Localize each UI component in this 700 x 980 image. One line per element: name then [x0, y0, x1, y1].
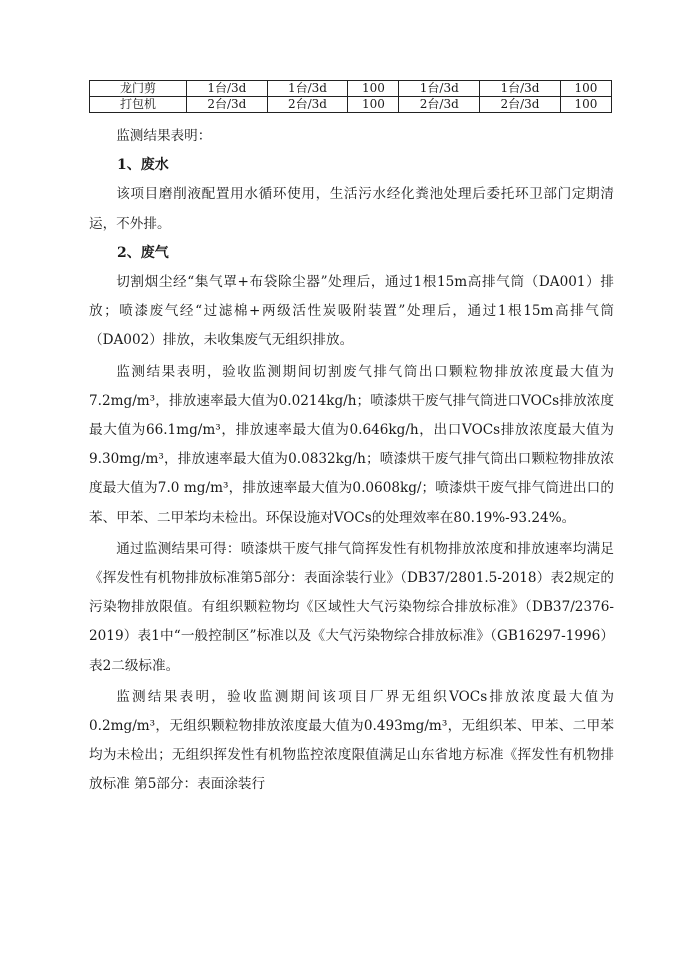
table-cell: 1台/3d	[267, 81, 348, 97]
paragraph-wastewater: 该项目磨削液配置用水循环使用，生活污水经化粪池处理后委托环卫部门定期清运，不外排。	[89, 186, 614, 232]
table-cell: 100	[348, 97, 399, 113]
intro-text: 监测结果表明：	[116, 128, 212, 144]
paragraph-monitoring-results: 监测结果表明，验收监测期间切割废气排气筒出口颗粒物排放浓度最大值为7.2mg/m³，排放速率最大值为0.0214kg/h；喷漆烘干废气排气筒进口VOCs排放浓度最大值为66.1mg/m³，排放速率最大值为0.646kg/h，出口VOCs排放浓度最大值为9.30mg/m³，排放速率最大值为0.0832kg/h；喷漆烘干废气排气筒出口颗粒物排放浓度最大值为7.0 mg/m³，排放速率最大值为0.0608kg/；喷漆烘干废气排气筒进出口的苯、甲苯、二甲苯均未检出。环保设施对VOCs的处理效率在80.19%-93.24%。	[89, 363, 614, 526]
table-cell: 2台/3d	[399, 97, 480, 113]
table-cell: 2台/3d	[267, 97, 348, 113]
table-cell: 1台/3d	[399, 81, 480, 97]
paragraph-gas-treatment: 切割烟尘经“集气罩+布袋除尘器”处理后，通过1根15m高排气筒（DA001）排放；喷漆废气经“过滤棉+两级活性炭吸附装置”处理后，通过1根15m高排气筒（DA002）排放，未收集废气无组织排放。	[89, 274, 614, 349]
section-heading-wastewater: 1、废水	[117, 157, 169, 174]
document-body	[89, 122, 614, 800]
table-row	[90, 81, 612, 97]
table-cell: 100	[348, 81, 399, 97]
table-cell: 2台/3d	[480, 97, 561, 113]
table-row	[90, 97, 612, 113]
table-cell: 龙门剪	[90, 81, 187, 97]
table-cell: 1台/3d	[480, 81, 561, 97]
paragraph-fugitive-emissions: 监测结果表明，验收监测期间该项目厂界无组织VOCs排放浓度最大值为0.2mg/m³，无组织颗粒物排放浓度最大值为0.493mg/m³，无组织苯、甲苯、二甲苯均为未检出；无组织挥发性有机物监控浓度限值满足山东省地方标准《挥发性有机物排放标准 第5部分：表面涂装行	[89, 688, 614, 793]
paragraph-standards: 通过监测结果可得：喷漆烘干废气排气筒挥发性有机物排放浓度和排放速率均满足《挥发性有机物排放标准第5部分：表面涂装行业》（DB37/2801.5-2018）表2规定的污染物排放限值。有组织颗粒物均《区域性大气污染物综合排放标准》（DB37/2376-2019）表1中“一般控制区”标准以及《大气污染物综合排放标准》（GB16297-1996）表2二级标准。	[89, 540, 614, 674]
table-cell: 1台/3d	[187, 81, 268, 97]
table-cell: 打包机	[90, 97, 187, 113]
equipment-table	[89, 80, 612, 113]
section-heading-exhaust-gas: 2、废气	[117, 244, 169, 261]
table-cell: 100	[560, 81, 611, 97]
table-cell: 100	[560, 97, 611, 113]
table-cell: 2台/3d	[187, 97, 268, 113]
